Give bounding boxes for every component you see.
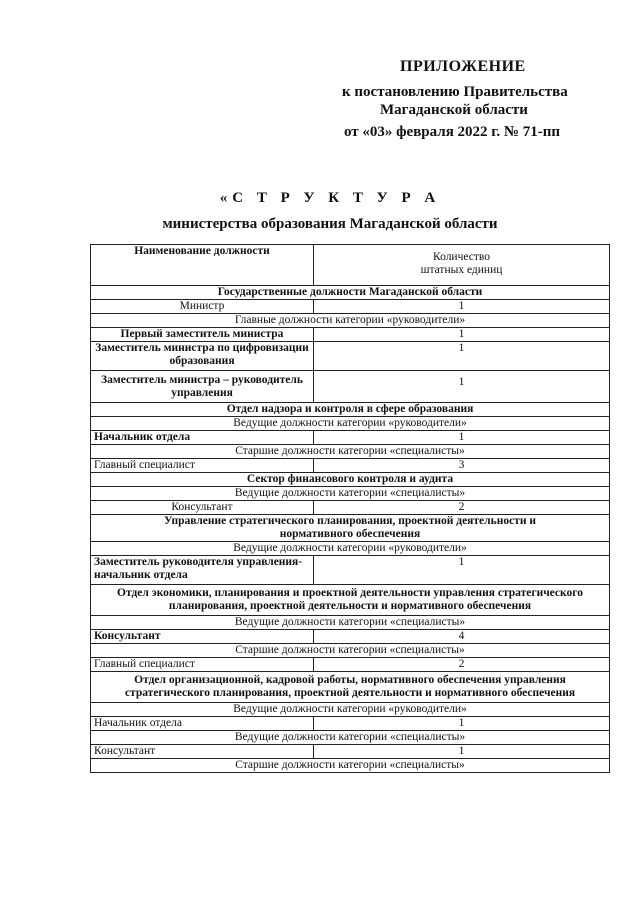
document-title: «С Т Р У К Т У Р А	[219, 190, 441, 206]
section-row	[91, 403, 610, 417]
category-title: Ведущие должности категории «специалисты»	[91, 487, 610, 501]
position-qty: 1	[314, 431, 610, 445]
category-title: Ведущие должности категории «руководители»	[91, 417, 610, 431]
column-header-qty	[314, 245, 610, 286]
category-row	[91, 731, 610, 745]
table-row	[91, 658, 610, 672]
section-title: Отдел надзора и контроля в сфере образования	[91, 403, 610, 417]
appendix-line-2: Магаданской области	[380, 102, 528, 118]
position-qty: 1	[314, 300, 610, 314]
table-row	[91, 459, 610, 473]
position-qty: 2	[314, 501, 610, 515]
column-header-qty-line-2: штатных единиц	[420, 264, 503, 276]
category-title: Главные должности категории «руководители»	[91, 314, 610, 328]
position-qty: 1	[314, 371, 610, 403]
table-row	[91, 501, 610, 515]
position-name: Консультант	[91, 501, 314, 515]
category-title: Ведущие должности категории «руководители»	[91, 703, 610, 717]
category-row	[91, 759, 610, 773]
section-title: Сектор финансового контроля и аудита	[91, 473, 610, 487]
position-name: Начальник отдела	[91, 717, 314, 731]
position-qty: 1	[314, 328, 610, 342]
appendix-line-3: от «03» февраля 2022 г. № 71-пп	[344, 124, 561, 140]
section-row	[91, 672, 610, 703]
position-name: Главный специалист	[91, 658, 314, 672]
position-qty: 2	[314, 658, 610, 672]
category-title: Старшие должности категории «специалисты»	[91, 445, 610, 459]
category-row	[91, 703, 610, 717]
table-row	[91, 328, 610, 342]
section-title: Государственные должности Магаданской области	[91, 286, 610, 300]
position-qty: 1	[314, 745, 610, 759]
position-qty: 4	[314, 630, 610, 644]
section-title: Управление стратегического планирования, проектной деятельности и нормативного обеспечения	[91, 515, 610, 542]
column-header-name: Наименование должности	[91, 245, 314, 286]
column-header-qty-line-1: Количество	[433, 251, 490, 263]
appendix-title: ПРИЛОЖЕНИЕ	[400, 58, 526, 75]
position-name: Заместитель руководителя управления-начальник отдела	[91, 556, 314, 585]
position-qty: 1	[314, 342, 610, 371]
category-row	[91, 542, 610, 556]
table-row	[91, 630, 610, 644]
section-title: Отдел организационной, кадровой работы, нормативного обеспечения управления стратегического планирования, проектной деятельности и нормативного обеспечения	[91, 672, 610, 703]
position-name: Министр	[91, 300, 314, 314]
category-title: Ведущие должности категории «специалисты»	[91, 731, 610, 745]
category-row	[91, 616, 610, 630]
category-title: Старшие должности категории «специалисты»	[91, 644, 610, 658]
appendix-line-1: к постановлению Правительства	[342, 84, 568, 100]
category-row	[91, 445, 610, 459]
table-row	[91, 300, 610, 314]
table-row	[91, 431, 610, 445]
category-title: Ведущие должности категории «руководители»	[91, 542, 610, 556]
position-name: Консультант	[91, 630, 314, 644]
table-header-row	[91, 245, 610, 286]
table-row	[91, 371, 610, 403]
position-name: Главный специалист	[91, 459, 314, 473]
section-row	[91, 585, 610, 616]
table-row	[91, 717, 610, 731]
category-row	[91, 314, 610, 328]
category-title: Старшие должности категории «специалисты»	[91, 759, 610, 773]
structure-table	[90, 244, 610, 773]
category-row	[91, 487, 610, 501]
table-row	[91, 556, 610, 585]
section-row	[91, 515, 610, 542]
position-name: Заместитель министра – руководитель управления	[91, 371, 314, 403]
position-name: Консультант	[91, 745, 314, 759]
table-row	[91, 745, 610, 759]
position-qty: 3	[314, 459, 610, 473]
position-name: Начальник отдела	[91, 431, 314, 445]
position-qty: 1	[314, 556, 610, 585]
section-title: Отдел экономики, планирования и проектной деятельности управления стратегического планирования, проектной деятельности и нормативного обеспечения	[91, 585, 610, 616]
position-name: Заместитель министра по цифровизации образования	[91, 342, 314, 371]
category-row	[91, 644, 610, 658]
position-qty: 1	[314, 717, 610, 731]
table-row	[91, 342, 610, 371]
category-title: Ведущие должности категории «специалисты»	[91, 616, 610, 630]
section-row	[91, 286, 610, 300]
document-subtitle: министерства образования Магаданской области	[162, 216, 498, 232]
section-row	[91, 473, 610, 487]
category-row	[91, 417, 610, 431]
position-name: Первый заместитель министра	[91, 328, 314, 342]
